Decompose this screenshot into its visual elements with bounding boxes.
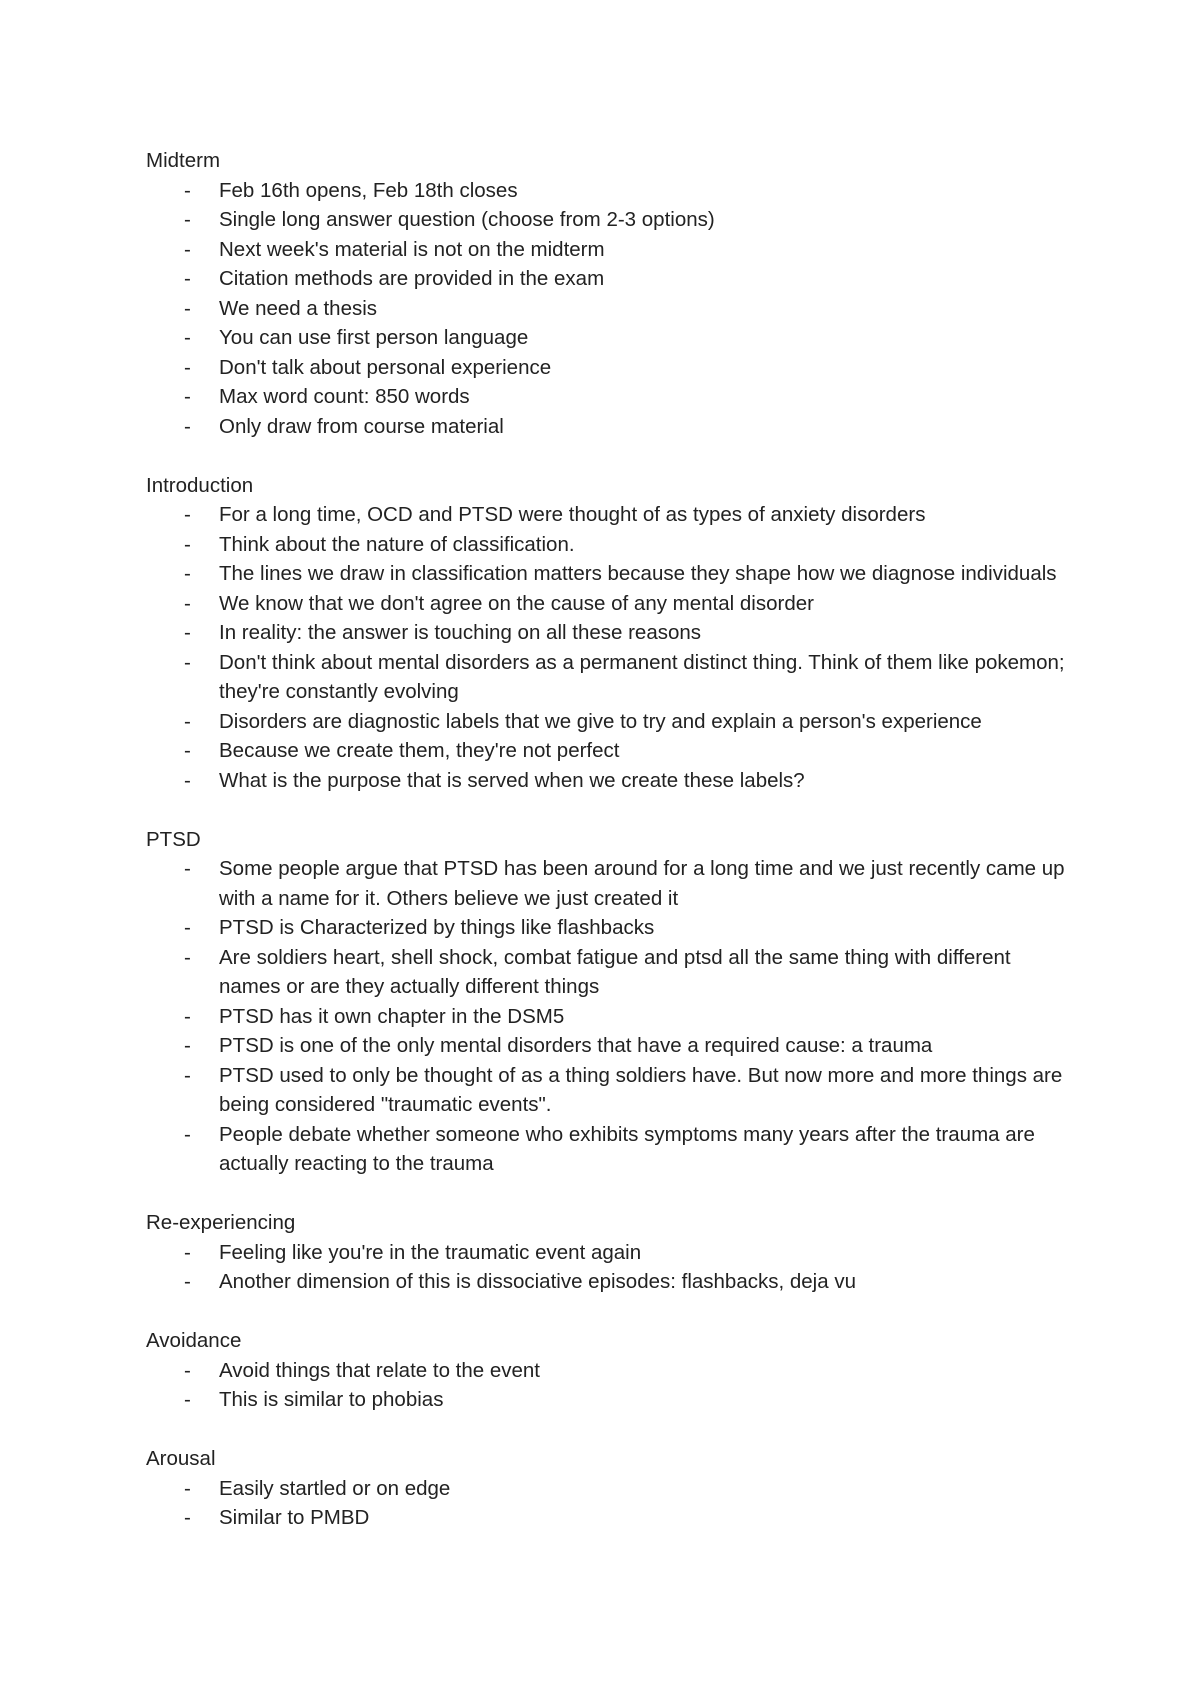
dash-bullet-icon: - [184,355,191,379]
dash-bullet-icon: - [184,857,191,880]
bullet-text: Don't talk about personal experience [219,355,552,379]
dash-bullet-icon: - [184,650,191,674]
bullet-list [146,1474,1076,1533]
dash-bullet-icon: - [184,1122,191,1146]
dash-bullet-icon: - [184,562,191,585]
bullet-item [146,1503,1076,1533]
bullet-item [146,1002,1076,1032]
bullet-item [146,412,1076,442]
note-section [146,471,1076,796]
bullet-item [146,766,1076,796]
bullet-item [146,323,1076,353]
bullet-text: Next week's material is not on the midterm [219,237,605,261]
dash-bullet-icon: - [184,1388,191,1411]
bullet-text: Don't think about mental disorders as a permanent distinct thing. Think of them like pokemon; they're constantly evolving [219,650,1065,703]
dash-bullet-icon: - [184,916,191,939]
bullet-list [146,500,1076,795]
dash-bullet-icon: - [184,178,191,202]
dash-bullet-icon: - [184,237,191,261]
bullet-item [146,353,1076,383]
dash-bullet-icon: - [184,1034,191,1057]
bullet-item [146,1385,1076,1415]
bullet-item [146,176,1076,206]
bullet-item [146,1238,1076,1268]
section-heading: Midterm [146,149,221,172]
bullet-item [146,589,1076,619]
bullet-text: Because we create them, they're not perfect [219,739,620,762]
bullet-text: We need a thesis [219,296,378,320]
dash-bullet-icon: - [184,208,191,231]
bullet-text: Feeling like you're in the traumatic event again [219,1240,642,1264]
bullet-item [146,294,1076,324]
dash-bullet-icon: - [184,1358,191,1382]
bullet-list [146,176,1076,442]
dash-bullet-icon: - [184,1270,191,1293]
dash-bullet-icon: - [184,1063,191,1087]
bullet-text: Another dimension of this is dissociative episodes: flashbacks, deja vu [219,1270,856,1293]
bullet-list [146,1238,1076,1297]
bullet-item [146,1267,1076,1297]
dash-bullet-icon: - [184,296,191,320]
bullet-text: Similar to PMBD [219,1506,370,1529]
bullet-text: Avoid things that relate to the event [219,1358,541,1382]
section-heading: Introduction [146,473,254,497]
dash-bullet-icon: - [184,385,191,408]
bullet-item [146,205,1076,235]
dash-bullet-icon: - [184,267,191,290]
bullet-text: Single long answer question (choose from 2-3 options) [219,208,715,231]
bullet-item [146,500,1076,530]
bullet-text: For a long time, OCD and PTSD were thought of as types of anxiety disorders [219,503,926,526]
dash-bullet-icon: - [184,532,191,556]
bullet-text: Are soldiers heart, shell shock, combat fatigue and ptsd all the same thing with different names or are they actually different things [219,945,1011,998]
note-section [146,1208,1076,1297]
note-section [146,1444,1076,1533]
bullet-text: In reality: the answer is touching on all these reasons [219,621,702,644]
bullet-item [146,530,1076,560]
bullet-text: PTSD is one of the only mental disorders that have a required cause: a trauma [219,1034,933,1057]
bullet-text: Easily startled or on edge [219,1476,451,1500]
bullet-text: PTSD is Characterized by things like flashbacks [219,916,655,939]
notes-body [146,146,1076,1533]
section-heading: Re-experiencing [146,1211,296,1234]
bullet-item [146,1356,1076,1386]
bullet-list [146,1356,1076,1415]
section-heading: Arousal [146,1447,216,1470]
dash-bullet-icon: - [184,503,191,526]
bullet-text: Think about the nature of classification. [219,532,575,556]
bullet-text: The lines we draw in classification matters because they shape how we diagnose individuals [219,562,1057,585]
bullet-item [146,1120,1076,1179]
dash-bullet-icon: - [184,1004,191,1028]
bullet-item [146,235,1076,265]
bullet-text: Max word count: 850 words [219,385,470,408]
note-section [146,146,1076,441]
bullet-text: Disorders are diagnostic labels that we give to try and explain a person's experience [219,709,982,733]
bullet-text: Citation methods are provided in the exam [219,267,605,290]
dash-bullet-icon: - [184,945,191,969]
bullet-item [146,618,1076,648]
bullet-item [146,1061,1076,1120]
bullet-text: People debate whether someone who exhibits symptoms many years after the trauma are actually reacting to the trauma [219,1122,1035,1175]
bullet-text: PTSD has it own chapter in the DSM5 [219,1004,565,1028]
dash-bullet-icon: - [184,591,191,615]
dash-bullet-icon: - [184,1506,191,1529]
dash-bullet-icon: - [184,739,191,762]
bullet-text: PTSD used to only be thought of as a thing soldiers have. But now more and more things are being considered "traumatic events". [219,1063,1063,1116]
bullet-item [146,382,1076,412]
bullet-text: This is similar to phobias [219,1388,444,1411]
bullet-item [146,1031,1076,1061]
bullet-item [146,559,1076,589]
dash-bullet-icon: - [184,414,191,438]
section-heading: PTSD [146,827,201,851]
dash-bullet-icon: - [184,326,191,349]
note-section [146,825,1076,1179]
bullet-item [146,648,1076,707]
dash-bullet-icon: - [184,768,191,792]
bullet-text: Some people argue that PTSD has been around for a long time and we just recently came up with a name for it. Others believe we just created it [219,857,1065,910]
dash-bullet-icon: - [184,621,191,644]
bullet-text: We know that we don't agree on the cause of any mental disorder [219,591,814,615]
bullet-item [146,913,1076,943]
note-section [146,1326,1076,1415]
bullet-item [146,707,1076,737]
bullet-text: What is the purpose that is served when we create these labels? [219,768,805,792]
dash-bullet-icon: - [184,1240,191,1264]
section-heading: Avoidance [146,1329,242,1352]
document-page [146,146,1076,1562]
bullet-item [146,854,1076,913]
bullet-text: You can use first person language [219,326,529,349]
bullet-text: Feb 16th opens, Feb 18th closes [219,178,518,202]
bullet-text: Only draw from course material [219,414,504,438]
bullet-item [146,1474,1076,1504]
dash-bullet-icon: - [184,709,191,733]
dash-bullet-icon: - [184,1476,191,1500]
bullet-item [146,943,1076,1002]
bullet-list [146,854,1076,1179]
bullet-item [146,264,1076,294]
bullet-item [146,736,1076,766]
